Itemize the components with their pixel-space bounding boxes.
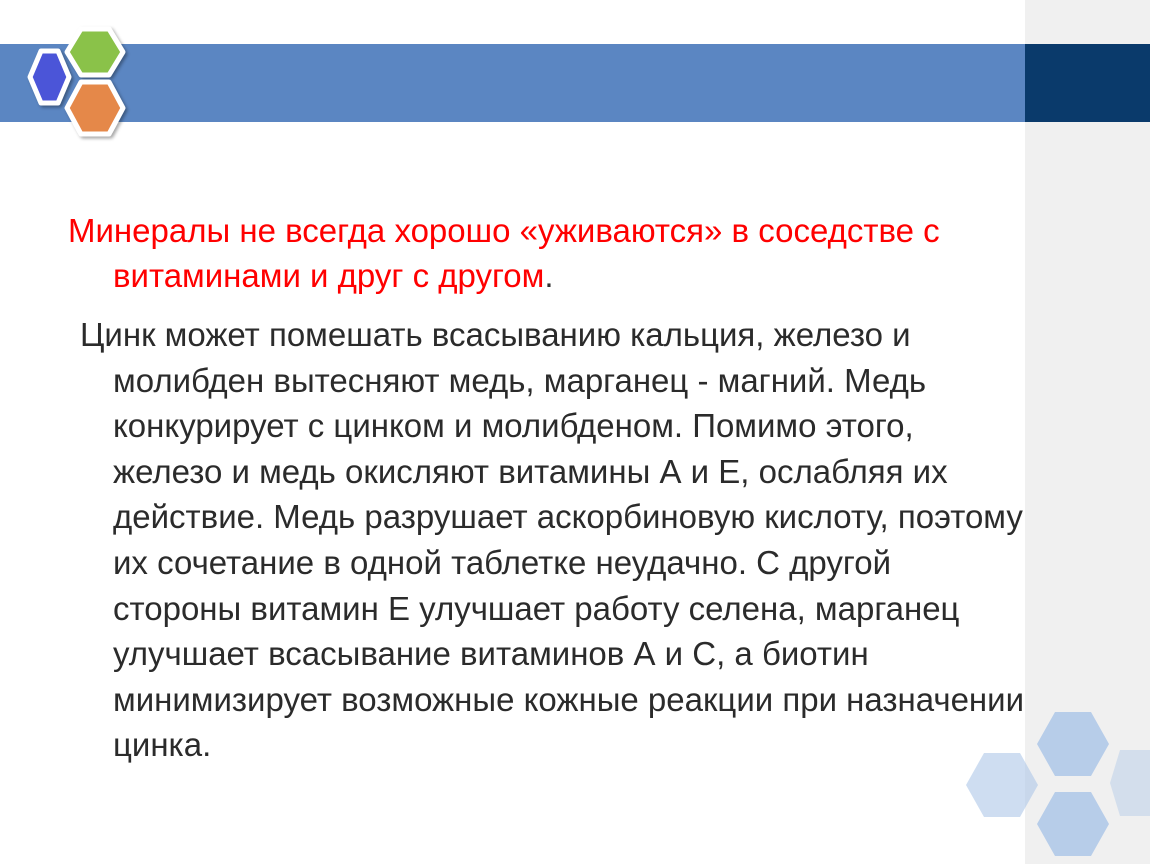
hexagon-orange-icon [67,82,123,134]
slide-content [68,208,1028,768]
header-bar [0,44,1025,122]
hexagon-logo-icon [0,0,150,150]
hexagon-blue-icon [30,51,69,103]
hexagon-green-icon [67,29,123,75]
lead-paragraph [68,208,1028,298]
lead-highlight-text: Минералы не всегда хорошо «уживаются» в соседстве с витаминами и друг с другом [68,212,940,294]
lead-end-punctuation: . [544,257,554,294]
body-paragraph: Цинк может помешать всасыванию кальция, железо и молибден вытесняют медь, марганец - магний. Медь конкурирует с цинком и молибденом. Помимо этого, железо и медь окисляют витамины А и Е, ослабляя их действие. Медь разрушает аскорбиновую кислоту, поэтому их сочетание в одной таблетке неудачно. С другой стороны витамин Е улучшает работу селена, марганец улучшает всасывание витаминов А и С, а биотин минимизирует возможные кожные реакции при назначении цинка. [80,316,1025,764]
header-dark-block [1025,44,1150,122]
